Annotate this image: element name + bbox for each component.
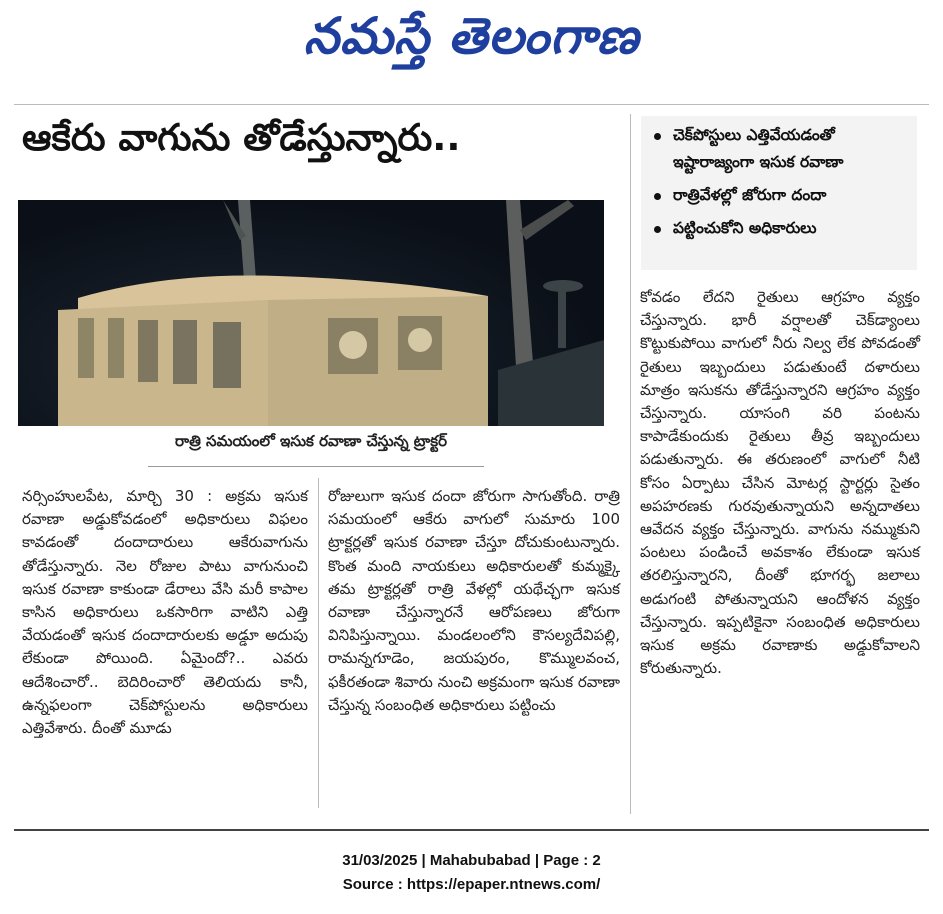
article-paragraph: కోవడం లేదని రైతులు ఆగ్రహం వ్యక్తం చేస్తున్నారు. భారీ వర్షాలతో చెక్‌డ్యాంలు కొట్టుకుపోయి వాగులో నీరు నిల్వ లేక పోవడంతో రైతులు ఇబ్బందులు పడుతుంటే దళారులు మాత్రం ఇసుకను తోడేస్తున్నారని ఆగ్రహం వ్యక్తం చేస్తున్నారు. యాసంగి వరి పంటను కాపాడేకుందుకు రైతులు తీవ్ర ఇబ్బందులు పడుతున్నారు. ఈ తరుణంలో వాగులో నీటి కోసం ఏర్పాటు చేసిన మోటర్ల స్టార్టర్లు సైతం అపహరణకు గురవుతున్నాయని అన్నదాతలు ఆవేదన వ్యక్తం చేస్తున్నారు. వాగును నమ్ముకుని పంటలు పండించే అవకాశం లేకుండా ఇసుక తరలిస్తున్నారని, దీంతో భూగర్భ జలాలు అడుగంటి పోతున్నాయని ఆందోళన వ్యక్తం చేస్తున్నారు. ఇప్పటికైనా సంబంధిత అధికారులు ఇసుక అక్రమ రవాణాకు అడ్డుకోవాలని కోరుతున్నారు. (640, 288, 920, 678)
top-divider (14, 104, 929, 105)
article-headline: ఆకేరు వాగును తోడేస్తున్నారు.. (22, 116, 461, 159)
bottom-divider (14, 829, 929, 831)
caption-underline (148, 466, 484, 467)
masthead (0, 0, 943, 84)
highlights-box (641, 116, 917, 270)
article-column-3 (640, 286, 920, 680)
footer-dateline: 31/03/2025 | Mahabubabad | Page : 2 (342, 852, 601, 869)
highlight-item: రాత్రివేళల్లో జోరుగా దందా (651, 182, 907, 209)
column-divider-right (630, 114, 631, 814)
column-divider-1 (318, 478, 319, 808)
highlight-item: చెక్‌పోస్టులు ఎత్తివేయడంతో ఇష్టారాజ్యంగా ఇసుక రవాణా (651, 122, 907, 176)
footer-source: Source : https://epaper.ntnews.com/ (342, 876, 601, 893)
article-paragraph: నర్సింహులపేట, మార్చి 30 : అక్రమ ఇసుక రవాణా అడ్డుకోవడంలో అధికారులు విఫలం కావడంతో దందాదారులు ఆకేరువాగును తోడేస్తున్నారు. నెల రోజుల పాటు వాగునుంచి ఇసుక రవాణా కాకుండా డేరాలు వేసి మరీ కాపాల కాసిన అధికారులు ఒకసారిగా వాటిని ఎత్తి వేయడంతో ఇసుక దందాదారులకు అడ్డూ అదుపు లేకుండా పోయింది. ఏమైందో?.. ఎవరు ఆదేశించారో.. బెదిరించారో తెలియదు కానీ, ఉన్నఫలంగా చెక్‌పోస్టులను అధికారులు ఎత్తివేశారు. దీంతో మూడు (22, 487, 308, 738)
article-column-2 (328, 485, 620, 717)
article-paragraph: రోజులుగా ఇసుక దందా జోరుగా సాగుతోంది. రాత్రి సమయంలో ఆకేరు వాగులో సుమారు 100 ట్రాక్టర్లతో ఇసుక రవాణా చేస్తూ దోచుకుంటున్నారు. కొంత మంది నాయకులు అధికారులతో కుమ్మక్కై తమ ట్రాక్టర్లతో రాత్రి వేళల్లో యథేచ్ఛగా ఇసుక రవాణా చేస్తున్నారనే ఆరోపణలు జోరుగా వినిపిస్తున్నాయి. మండలంలోని కౌసల్యదేవిపల్లి, రామన్నగూడెం, జయపురం, కొమ్ములవంచ, ఫకీరతండా శివారు నుంచి అక్రమంగా ఇసుక రవాణా చేస్తున్న సంబంధిత అధికారులు పట్టించు (328, 487, 620, 714)
newspaper-title: నమస్తే తెలంగాణ (303, 6, 640, 65)
article-column-1 (22, 485, 308, 740)
tractor-photo-illustration (18, 200, 604, 426)
photo-caption: రాత్రి సమయంలో ఇసుక రవాణా చేస్తున్న ట్రాక్టర్ (175, 432, 447, 450)
article-photo (18, 200, 604, 426)
highlight-item: పట్టించుకోని అధికారులు (651, 215, 907, 242)
